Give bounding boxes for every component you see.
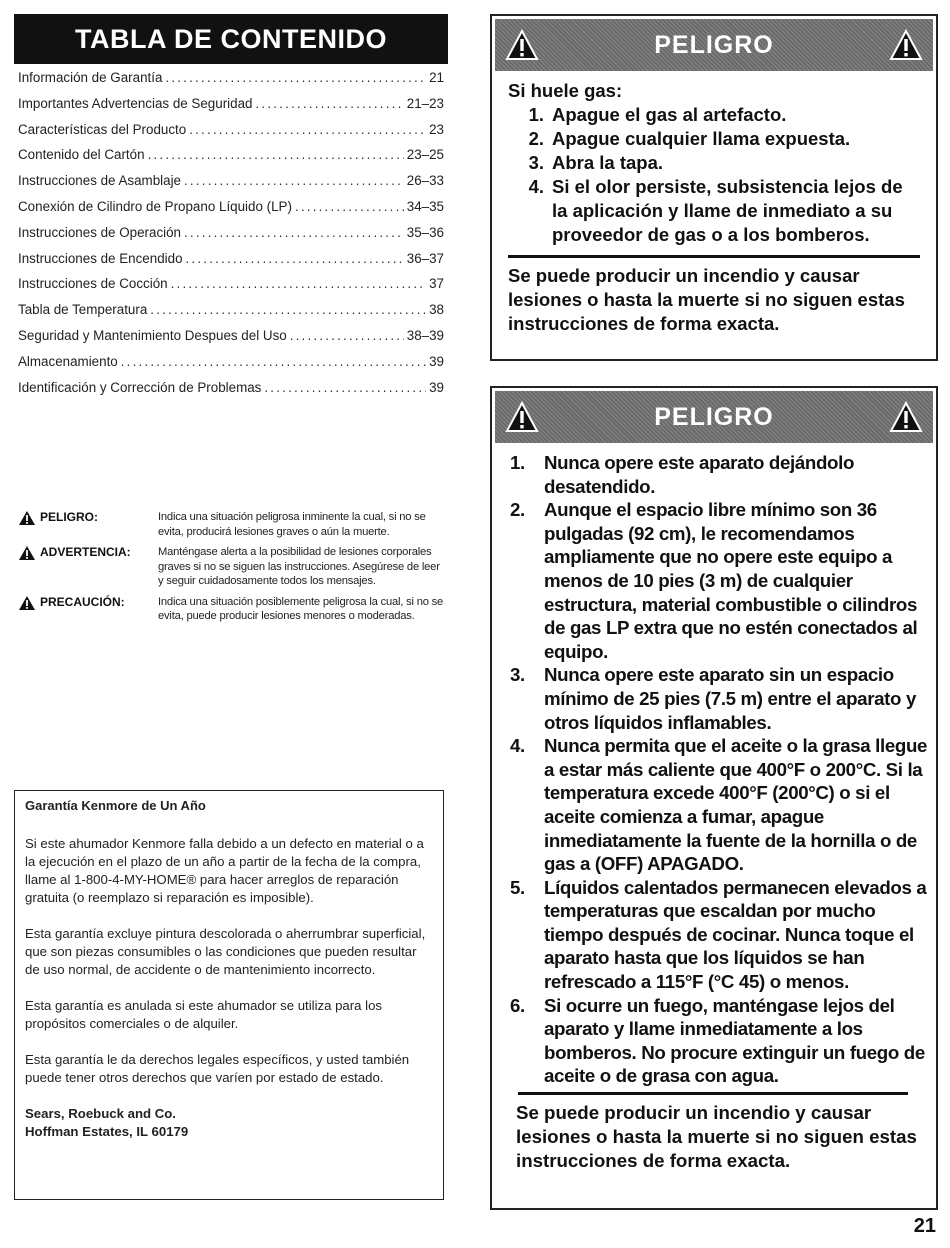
toc-entry-page: 37 [429,276,444,292]
toc-leader-dots [150,302,426,317]
warning-triangle-icon [18,510,36,526]
legend-definition: Manténgase alerta a la posibilidad de lesiones corporales graves si no se siguen las instrucciones. Asegúrese de leer y seguir cuidadosamente todos los mensajes. [158,546,440,587]
toc-entry-page: 38–39 [406,327,444,343]
toc-entry-page: 21 [429,70,444,85]
step-number: 2. [528,128,544,149]
step-text: Si el olor persiste, subsistencia lejos de la aplicación y llame de inmediato a su proveedor de gas o a los bomberos. [552,176,903,245]
item-number: 1. [510,452,525,473]
danger-closing: Se puede producir un incendio y causar lesiones o hasta la muerte si no siguen estas instrucciones de forma exacta. [508,265,905,334]
danger-items [510,451,928,1088]
toc-leader-dots [184,225,404,240]
warranty-paragraph: Si este ahumador Kenmore falla debido a un defecto en material o a la ejecución en el plazo de un año a partir de la fecha de la compra, llame al 1-800-4-MY-HOME® para hacer arreglos de reparación gratuita (o reemplazo si reparación es imposible). [25,836,424,905]
toc-entry-page: 21–23 [406,95,444,111]
toc-leader-dots [148,147,404,162]
toc-list [18,70,444,405]
toc-entry-title: Conexión de Cilindro de Propano Líquido (LP) [18,198,292,214]
toc-leader-dots [255,96,403,111]
item-text: Nunca permita que el aceite o la grasa llegue a estar más caliente que 400°F o 200°C. Si la temperatura excede 400°F (200°C) o si el aceite comienza a fumar, apague inmediatamente la fuente de la hornilla o de gas a (OFF) APAGADO. [544,735,928,875]
warranty-title: Garantía Kenmore de Un Año [25,798,206,813]
step-number: 3. [528,152,544,173]
warranty-paragraph: Esta garantía excluye pintura descolorada o aherrumbrar superficial, que son piezas consumibles o las condiciones que pueden resultar de uso normal, de accidente o de mantenimiento incorrecto. [25,926,426,977]
toc-entry-title: Instrucciones de Cocción [18,276,168,292]
toc-leader-dots [186,251,404,266]
warranty-address: Hoffman Estates, IL 60179 [25,1124,189,1139]
step-text: Apague el gas al artefacto. [552,104,787,125]
danger-box-gas-smell [490,14,938,361]
item-text: Nunca opere este aparato sin un espacio mínimo de 25 pies (7.5 m) entre el aparato y otros líquidos inflamables. [544,664,916,733]
legend-row [18,595,448,624]
toc-leader-dots [121,354,426,369]
danger-item [510,498,928,663]
toc-entry-title: Instrucciones de Operación [18,224,182,240]
danger-step [508,151,920,175]
warning-triangle-icon [505,29,539,61]
toc-entry [18,147,444,173]
legend-definition: Indica una situación peligrosa inminente la cual, si no se evita, producirá lesiones graves o aún la muerte. [158,511,426,538]
toc-entry-title: Instrucciones de Encendido [18,250,183,266]
page-number: 21 [913,1215,936,1237]
step-text: Apague cualquier llama expuesta. [552,128,851,149]
item-text: Nunca opere este aparato dejándolo desatendido. [544,452,855,497]
legend-definition: Indica una situación posiblemente peligrosa la cual, si no se evita, puede producir lesiones menores o moderadas. [158,595,444,622]
item-number: 5. [510,876,525,898]
legend-term-label: PRECAUCIÓN: [40,594,125,609]
danger-step [508,103,920,127]
toc-entry [18,199,444,225]
warranty-paragraph: Esta garantía le da derechos legales específicos, y usted también puede tener otros derechos que varíen por estado de estado. [25,1052,410,1085]
toc-leader-dots [295,199,404,214]
danger-step [508,127,920,151]
danger-step [508,175,920,247]
step-text: Abra la tapa. [552,152,664,173]
toc-leader-dots [165,70,426,85]
toc-entry-page: 36–37 [406,250,444,266]
danger-banner-title: PELIGRO [654,30,774,59]
legend-term [18,595,158,624]
toc-entry-page: 23–25 [406,147,444,163]
danger-item [510,994,928,1088]
item-number: 3. [510,664,525,686]
danger-banner [495,391,933,443]
legend-term-label: PELIGRO: [40,510,99,524]
danger-item [510,734,928,876]
toc-entry-title: Información de Garantía [18,70,163,85]
warranty-paragraph: Esta garantía es anulada si este ahumador se utiliza para los propósitos comerciales o de alquiler. [25,998,383,1031]
toc-entry [18,96,444,122]
toc-entry-title: Instrucciones de Asamblaje [18,173,182,189]
danger-intro: Si huele gas: [508,80,623,101]
legend-term-label: ADVERTENCIA: [40,545,131,559]
toc-leader-dots [184,173,404,188]
toc-entry-page: 26–33 [406,173,444,189]
step-number: 1. [528,104,544,125]
warranty-company: Sears, Roebuck and Co. [25,1106,176,1121]
danger-closing: Se puede producir un incendio y causar lesiones o hasta la muerte si no siguen estas instrucciones de forma exacta. [516,1102,917,1172]
toc-entry [18,70,444,96]
divider [508,255,920,258]
danger-item [510,663,928,734]
warning-triangle-icon [18,545,36,561]
toc-leader-dots [171,276,426,291]
toc-entry-page: 34–35 [406,198,444,214]
signal-word-legend [18,510,448,630]
toc-entry-page: 39 [429,353,444,369]
toc-entry-page: 38 [429,302,444,318]
toc-title: TABLA DE CONTENIDO [14,14,448,64]
legend-row [18,510,448,539]
item-text: Si ocurre un fuego, manténgase lejos del aparato y llame inmediatamente a los bomberos. No procure extinguir un fuego de aceite o de grasa con agua. [544,994,925,1087]
toc-leader-dots [290,328,404,343]
warning-triangle-icon [889,29,923,61]
warranty-box [14,790,444,1200]
item-number: 6. [510,994,525,1016]
danger-item [510,876,928,994]
item-text: Aunque el espacio libre mínimo son 36 pulgadas (92 cm), le recomendamos ampliamente que no opere este equipo a menos de 10 pies (3 m) de cualquier estructura, material combustible o cilindros de gas LP extra que no estén conectados al equipo. [544,499,918,662]
toc-entry-title: Almacenamiento [18,353,118,369]
toc-entry-title: Identificación y Corrección de Problemas [18,379,262,395]
toc-entry [18,251,444,277]
toc-entry [18,173,444,199]
toc-entry-title: Características del Producto [18,121,187,137]
legend-term [18,510,158,539]
toc-entry [18,380,444,406]
toc-entry-page: 23 [429,121,444,137]
toc-entry-page: 39 [429,379,444,395]
item-text: Líquidos calentados permanecen elevados a temperaturas que escaldan por mucho tiempo después de cocinar. Nunca toque el aparato hasta que los líquidos se han refrescado a 115°F (°C 45) o menos. [544,876,927,993]
legend-row [18,545,448,589]
toc-entry [18,328,444,354]
divider [518,1092,908,1095]
toc-entry-title: Seguridad y Mantenimiento Despues del Uso [18,327,287,343]
toc-entry-title: Tabla de Temperatura [18,302,148,318]
item-number: 2. [510,499,525,521]
item-number: 4. [510,735,525,757]
danger-box-operation [490,386,938,1210]
toc-entry-title: Importantes Advertencias de Seguridad [18,95,253,111]
warning-triangle-icon [18,595,36,611]
danger-item [510,451,928,498]
danger-banner [495,19,933,71]
step-number: 4. [528,176,544,197]
toc-entry [18,354,444,380]
warranty-paragraphs [25,835,433,1087]
toc-entry-page: 35–36 [406,224,444,240]
toc-entry [18,122,444,148]
warning-triangle-icon [505,401,539,433]
toc-entry [18,225,444,251]
toc-leader-dots [264,380,426,395]
toc-entry-title: Contenido del Cartón [18,147,145,163]
danger-banner-title: PELIGRO [654,402,774,431]
toc-leader-dots [189,122,426,137]
toc-entry [18,276,444,302]
legend-term [18,545,158,589]
toc-entry [18,302,444,328]
warning-triangle-icon [889,401,923,433]
danger-steps [508,103,920,247]
